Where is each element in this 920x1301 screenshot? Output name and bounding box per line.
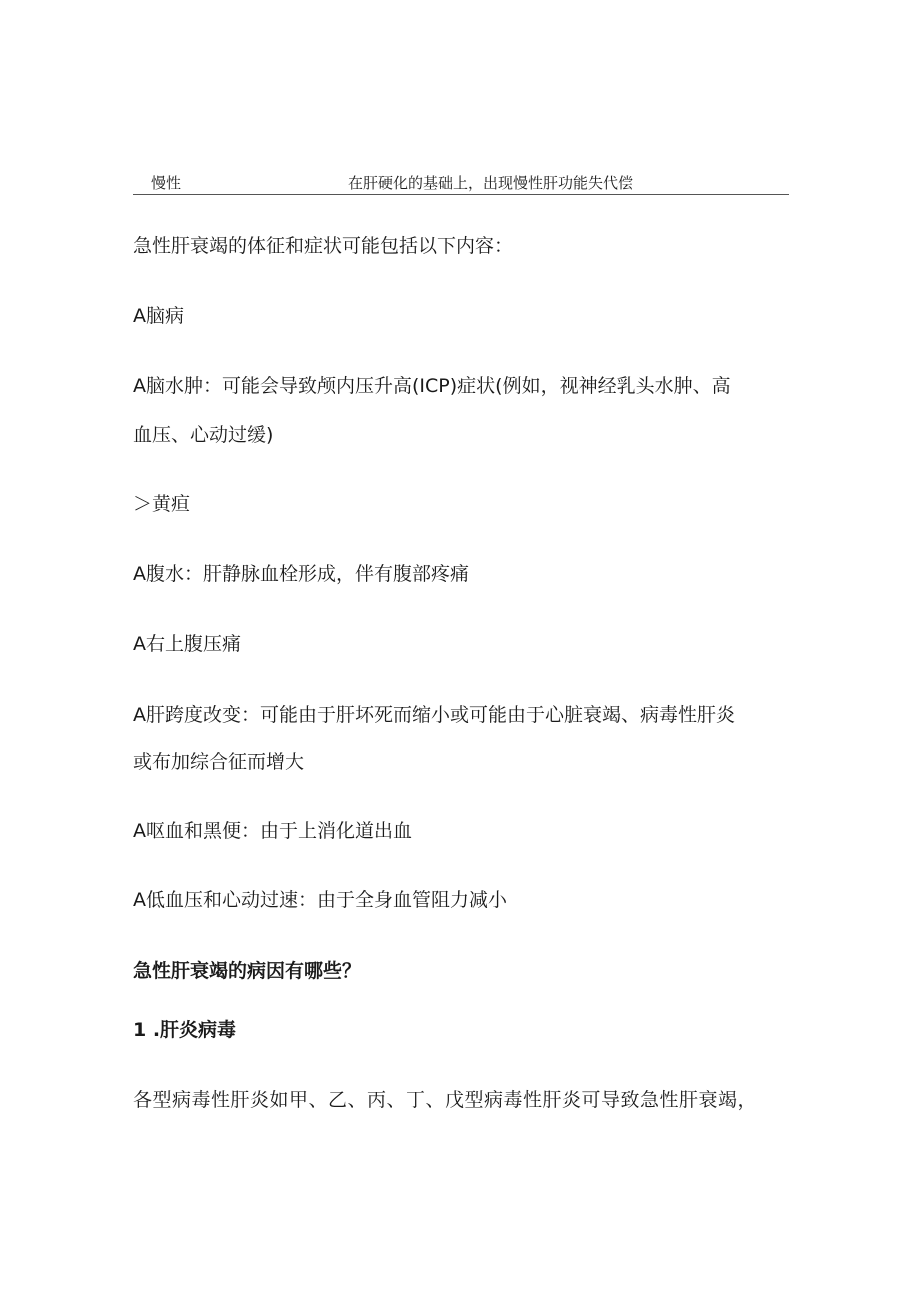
body-paragraph: 各型病毒性肝炎如甲、乙、丙、丁、戊型病毒性肝炎可导致急性肝衰竭， [133,1089,758,1111]
table-cell-type: 慢性 [151,174,182,192]
symptom-item-liver-span: A肝跨度改变：可能由于肝坏死而缩小或可能由于心脏衰竭、病毒性肝炎 [133,704,735,726]
table-row [133,172,789,195]
symptom-item-ascites: A腹水：肝静脉血栓形成，伴有腹部疼痛 [133,563,469,585]
symptom-item-encephalopathy: A脑病 [133,305,184,327]
intro-paragraph: 急性肝衰竭的体征和症状可能包括以下内容： [133,235,514,257]
symptom-item-hematemesis: A呕血和黑便：由于上消化道出血 [133,820,412,842]
symptom-item-cerebral-edema: A脑水肿：可能会导致颅内压升高(ICP)症状(例如，视神经乳头水肿、高 [133,375,731,397]
table-cell-description: 在肝硬化的基础上，出现慢性肝功能失代偿 [348,174,634,192]
section-title: 急性肝衰竭的病因有哪些？ [133,960,362,982]
symptom-item-ruq-tenderness: A右上腹压痛 [133,633,241,655]
symptom-item-hypotension: A低血压和心动过速：由于全身血管阻力减小 [133,889,507,911]
subsection-title: 1 .肝炎病毒 [133,1019,237,1041]
symptom-item-cerebral-edema-continued: 血压、心动过缓) [133,424,274,446]
symptom-item-jaundice: ＞黄疸 [133,493,191,515]
symptom-item-liver-span-continued: 或布加综合征而增大 [133,751,305,773]
